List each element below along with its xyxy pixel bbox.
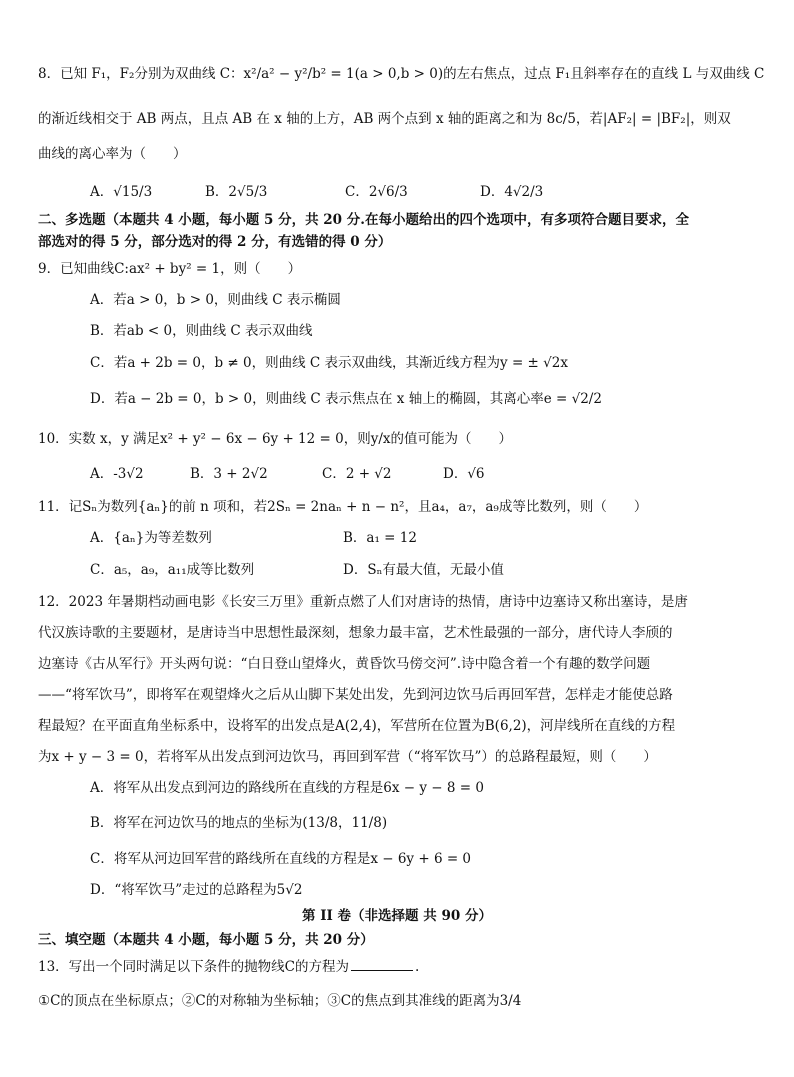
part-2-title: 第 II 卷（非选择题 共 90 分） — [302, 908, 492, 924]
q9-option-c: C．若a + 2b = 0，b ≠ 0，则曲线 C 表示双曲线，其渐近线方程为y = ± √2x — [90, 355, 568, 371]
q12-option-a: A．将军从出发点到河边的路线所在直线的方程是6x − y − 8 = 0 — [90, 780, 484, 796]
q10-option-d: D．√6 — [443, 466, 485, 482]
q9-option-d: D．若a − 2b = 0，b > 0，则曲线 C 表示焦点在 x 轴上的椭圆，其离心率e = √2/2 — [90, 391, 602, 407]
section-2-heading-line-2: 部选对的得 5 分，部分选对的得 2 分，有选错的得 0 分） — [38, 234, 392, 250]
q13-stem: 13．写出一个同时满足以下条件的抛物线C的方程为 — [38, 959, 350, 975]
q12-line-5: 程最短？在平面直角坐标系中，设将军的出发点是A(2,4)，军营所在位置为B(6,2)，河岸线所在直线的方程 — [38, 718, 676, 734]
q10-option-a: A．-3√2 — [90, 466, 144, 482]
q8-option-d: D．4√2/3 — [480, 184, 544, 200]
q8-line-3: 曲线的离心率为（ ） — [38, 146, 187, 162]
q13-stem-end: . — [415, 959, 420, 975]
q9-option-b: B．若ab < 0，则曲线 C 表示双曲线 — [90, 323, 313, 339]
q11-stem: 11．记Sₙ为数列{aₙ}的前 n 项和，若2Sₙ = 2naₙ + n − n²，且a₄，a₇，a₉成等比数列，则（ ） — [38, 499, 648, 515]
q11-option-d: D．Sₙ有最大值，无最小值 — [343, 562, 504, 578]
q13-stem-line — [38, 961, 419, 975]
q11-option-b: B．a₁ = 12 — [343, 530, 417, 546]
q9-stem: 9．已知曲线C:ax² + by² = 1，则（ ） — [38, 261, 302, 277]
q12-option-c: C．将军从河边回军营的路线所在直线的方程是x − 6y + 6 = 0 — [90, 851, 472, 867]
q12-line-6: 为x + y − 3 = 0，若将军从出发点到河边饮马，再回到军营（“将军饮马”）的总路程最短，则（ ） — [38, 749, 657, 765]
q12-line-3: 边塞诗《古从军行》开头两句说：“白日登山望烽火，黄昏饮马傍交河”.诗中隐含着一个有趣的数学问题 — [38, 656, 651, 672]
q8-line-2: 的渐近线相交于 AB 两点，且点 AB 在 x 轴的上方，AB 两个点到 x 轴的距离之和为 8c/5，若|AF₂| = |BF₂|，则双 — [38, 111, 731, 127]
q8-line-1: 8．已知 F₁，F₂分别为双曲线 C：x²/a² − y²/b² = 1(a > 0,b > 0)的左右焦点，过点 F₁且斜率存在的直线 L 与双曲线 C — [38, 66, 765, 82]
q10-option-c: C．2 + √2 — [322, 466, 392, 482]
q8-option-a: A．√15/3 — [90, 184, 153, 200]
q12-line-1: 12．2023 年暑期档动画电影《长安三万里》重新点燃了人们对唐诗的热情，唐诗中边塞诗又称出塞诗，是唐 — [38, 594, 688, 610]
q12-line-4: ——“将军饮马”，即将军在观望烽火之后从山脚下某处出发，先到河边饮马后再回军营，怎样走才能使总路 — [38, 687, 673, 703]
q8-option-c: C．2√6/3 — [345, 184, 408, 200]
q11-option-a: A．{aₙ}为等差数列 — [90, 530, 212, 546]
q12-option-b: B．将军在河边饮马的地点的坐标为(13/8，11/8) — [90, 815, 388, 831]
q11-option-c: C．a₅，a₉，a₁₁成等比数列 — [90, 562, 255, 578]
q10-stem: 10．实数 x，y 满足x² + y² − 6x − 6y + 12 = 0，则y/x的值可能为（ ） — [38, 431, 513, 447]
q9-option-a: A．若a > 0，b > 0，则曲线 C 表示椭圆 — [90, 292, 341, 308]
q8-option-b: B．2√5/3 — [205, 184, 268, 200]
q13-conditions: ①C的顶点在坐标原点；②C的对称轴为坐标轴；③C的焦点到其准线的距离为3/4 — [38, 993, 522, 1009]
section-2-heading-line-1: 二、多选题（本题共 4 小题，每小题 5 分，共 20 分.在每小题给出的四个选项中，有多项符合题目要求，全 — [38, 212, 689, 228]
q13-answer-blank[interactable] — [351, 969, 413, 971]
q12-line-2: 代汉族诗歌的主要题材，是唐诗当中思想性最深刻，想象力最丰富，艺术性最强的一部分，唐代诗人李颀的 — [38, 625, 673, 641]
section-3-heading: 三、填空题（本题共 4 小题，每小题 5 分，共 20 分） — [38, 932, 374, 948]
q10-option-b: B．3 + 2√2 — [190, 466, 268, 482]
q12-option-d: D．“将军饮马”走过的总路程为5√2 — [90, 882, 303, 898]
